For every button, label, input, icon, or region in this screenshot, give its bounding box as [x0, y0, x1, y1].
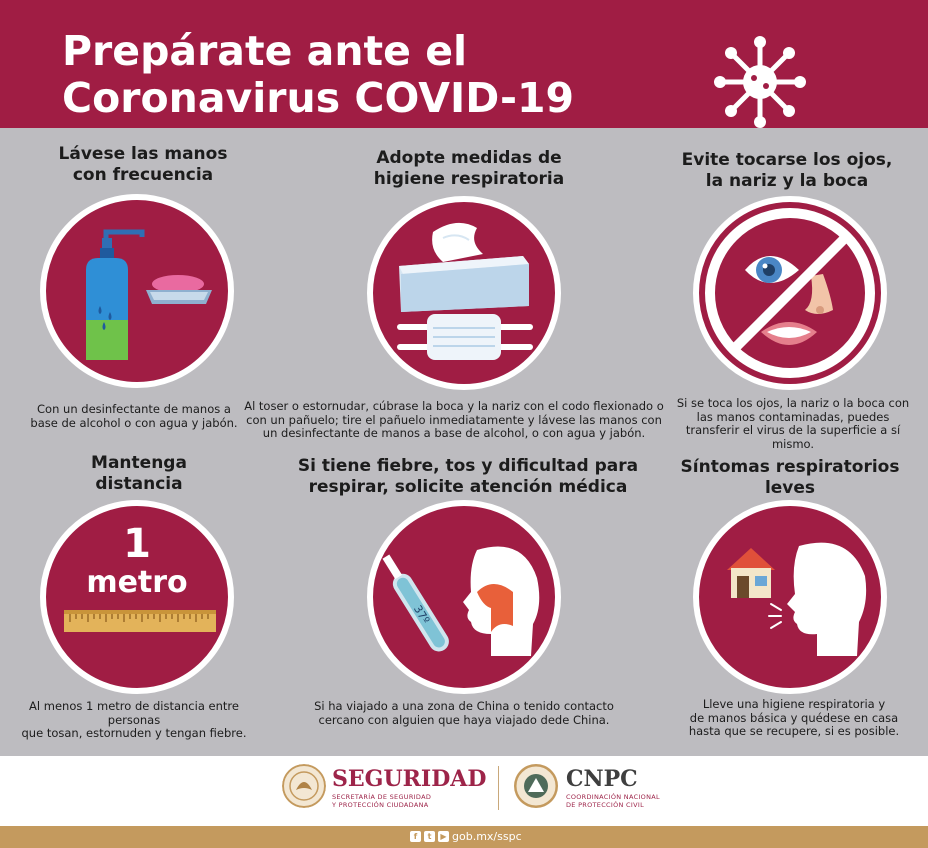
thermometer-icon	[373, 506, 555, 688]
desc-line: Si ha viajado a una zona de China o tenido contacto	[314, 699, 614, 713]
social-bar	[0, 826, 928, 848]
item-desc-touch-face	[675, 397, 911, 451]
distance-unit: metro	[86, 565, 188, 600]
stay-home-icon	[699, 506, 881, 688]
subtitle-line: Y PROTECCIÓN CIUDADANA	[332, 801, 429, 809]
subtitle-line: COORDINACIÓN NACIONAL	[566, 793, 660, 801]
wash-hands-circle	[40, 194, 234, 388]
desc-line: las manos contaminadas, puedes	[696, 409, 890, 424]
item-title-fever	[288, 456, 648, 498]
distance-number: 1	[123, 521, 151, 567]
cnpc-seal-icon	[514, 764, 558, 808]
virus-icon	[712, 34, 808, 130]
item-title-respiratory-hygiene	[319, 148, 619, 190]
desc-line: de manos básica y quédese en casa	[689, 710, 899, 725]
desc-line: Al toser o estornudar, cúbrase la boca y la nariz con el codo flexionado o	[244, 399, 664, 413]
item-title-line: Evite tocarse los ojos,	[681, 150, 893, 170]
item-desc-mild-symptoms	[676, 698, 912, 739]
desc-line: base de alcohol o con agua y jabón.	[30, 415, 238, 430]
distance-circle	[40, 500, 234, 694]
mexico-seal-icon	[282, 764, 326, 808]
item-title-line: Si tiene fiebre, tos y dificultad para	[297, 456, 639, 476]
logo-divider	[498, 766, 499, 810]
subtitle-line: SECRETARÍA DE SEGURIDAD	[332, 793, 432, 801]
item-title-line: con frecuencia	[72, 165, 214, 185]
social-icons	[410, 831, 449, 842]
desc-line: Lleve una higiene respiratoria y	[702, 697, 886, 711]
thermometer-reading: 37º	[410, 602, 433, 627]
item-title-line: higiene respiratoria	[373, 169, 565, 189]
youtube-icon[interactable]: ▶	[438, 831, 449, 842]
desc-line: un desinfectante de manos a base de alcohol, o con agua y jabón.	[262, 426, 646, 440]
touch-face-circle	[693, 196, 887, 390]
mild-symptoms-circle	[693, 500, 887, 694]
desc-line: Con un desinfectante de manos a	[37, 402, 231, 416]
item-title-distance	[0, 453, 289, 495]
twitter-icon[interactable]: t	[424, 831, 435, 842]
title-line-2: Coronavirus COVID-19	[62, 74, 575, 122]
website-link[interactable]: gob.mx/sspc	[452, 830, 522, 843]
header-banner	[0, 0, 928, 128]
item-desc-fever	[312, 700, 616, 727]
desc-line: hasta que se recupere, si es posible.	[688, 724, 900, 738]
item-title-line: respirar, solicite atención médica	[308, 477, 628, 497]
title-line-1: Prepárate ante el	[62, 27, 468, 75]
seguridad-logo-text: SEGURIDAD	[332, 766, 487, 792]
ruler-icon	[46, 506, 228, 688]
item-title-line: Síntomas respiratorios	[680, 457, 900, 477]
desc-line: con un pañuelo; tire el pañuelo inmediatamente y lávese las manos con	[246, 412, 662, 427]
item-title-touch-face	[637, 150, 928, 192]
desc-line: Si se toca los ojos, la nariz o la boca con	[676, 396, 910, 410]
item-desc-respiratory-hygiene	[244, 400, 664, 441]
tissue-box-icon	[373, 202, 555, 384]
footer	[0, 756, 928, 826]
item-title-line: leves	[764, 478, 816, 498]
fever-circle	[367, 500, 561, 694]
item-title-wash-hands	[0, 144, 293, 186]
cnpc-logo-text: CNPC	[566, 766, 638, 792]
item-title-line: Lávese las manos	[58, 144, 228, 164]
desc-line: mismo.	[771, 436, 815, 451]
respiratory-hygiene-circle	[367, 196, 561, 390]
subtitle-line: DE PROTECCIÓN CIVIL	[566, 801, 644, 809]
item-desc-wash-hands	[16, 403, 252, 430]
desc-line: cercano con alguien que haya viajado dede China.	[318, 712, 610, 727]
desc-line: que tosan, estornuden y tengan fiebre.	[21, 726, 247, 740]
soap-dispenser-icon	[46, 200, 228, 382]
cnpc-subtitle	[566, 793, 660, 809]
item-title-line: distancia	[95, 474, 183, 494]
no-touch-face-icon	[699, 202, 881, 384]
item-title-line: Adopte medidas de	[376, 148, 562, 168]
item-title-line: Mantenga	[91, 453, 187, 473]
desc-line: Al menos 1 metro de distancia entre personas	[29, 699, 239, 727]
item-title-mild-symptoms	[640, 457, 928, 499]
seguridad-subtitle	[332, 793, 431, 809]
desc-line: transferir el virus de la superficie a sí	[685, 423, 901, 437]
facebook-icon[interactable]: f	[410, 831, 421, 842]
item-title-line: la nariz y la boca	[705, 171, 869, 191]
page-title	[62, 28, 702, 122]
item-desc-distance	[4, 700, 264, 741]
